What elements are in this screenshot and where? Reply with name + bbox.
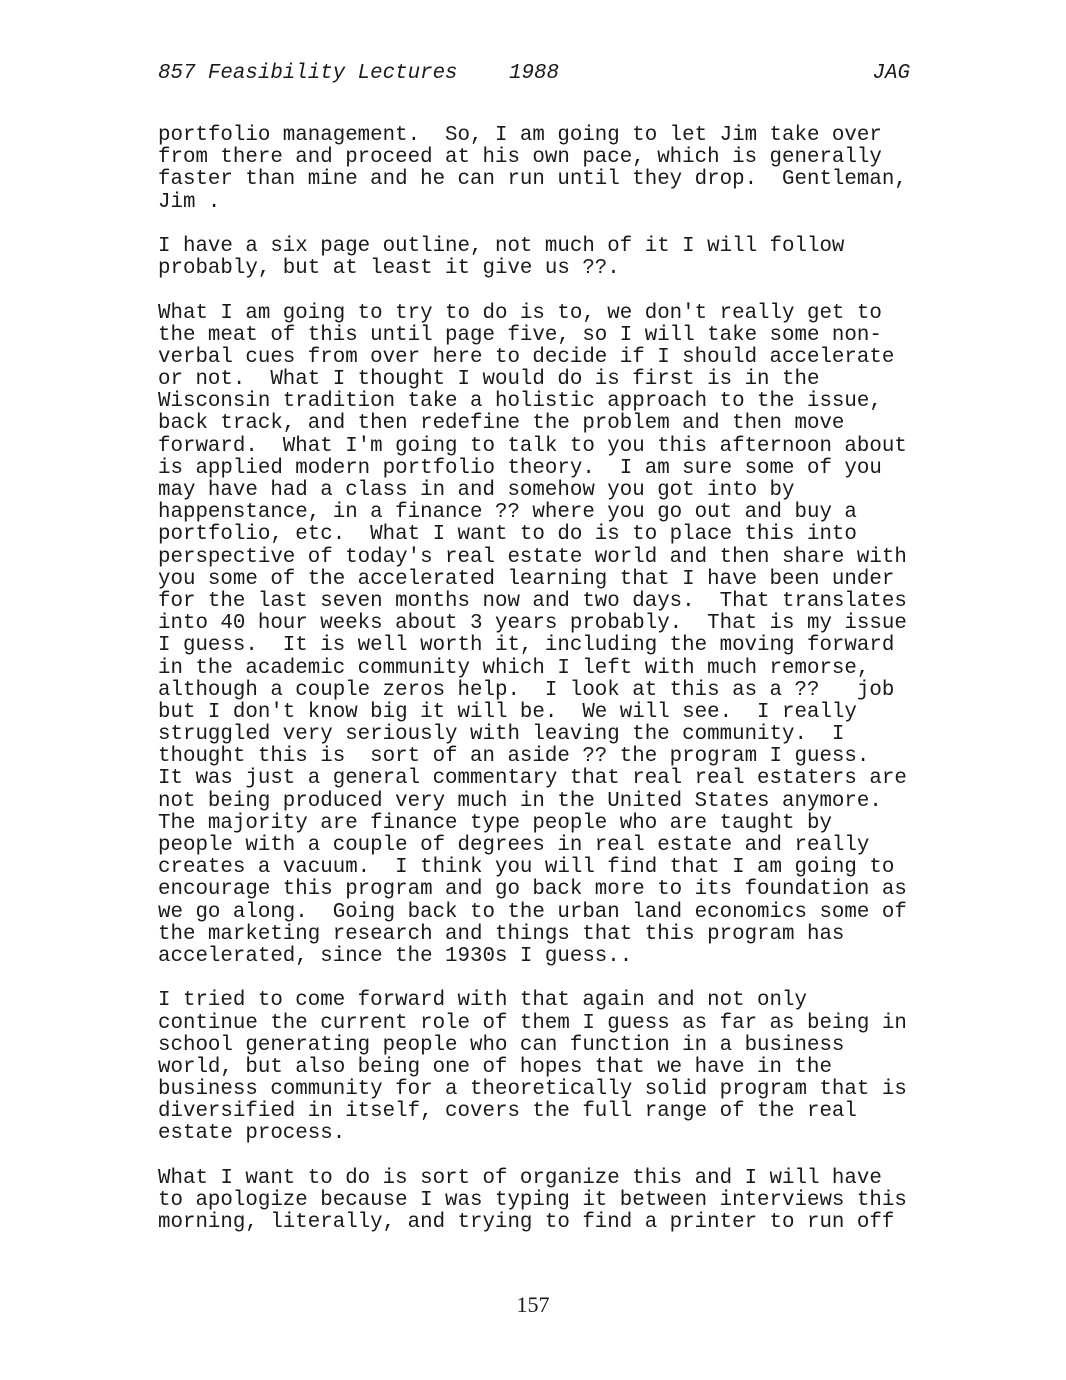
transcript-line: not being produced very much in the United States anymore. (158, 789, 882, 813)
transcript-line: into 40 hour weeks about 3 years probably. That is my issue (158, 612, 907, 636)
transcript-line: or not. What I thought I would do is first is in the (158, 368, 820, 392)
transcript-line: school generating people who can function in a business (158, 1033, 845, 1057)
transcript-paragraph (158, 990, 918, 1145)
transcript-line: encourage this program and go back more to its foundation as (158, 878, 907, 902)
transcript-line: may have had a class in and somehow you got into by (158, 479, 795, 502)
transcript-line: for the last seven months now and two days. That translates (158, 589, 907, 613)
transcript-line: Jim . (158, 190, 221, 214)
transcript-line: the marketing research and things that this program has (158, 922, 845, 946)
transcript-line: world, but also being one of hopes that we have in the (158, 1055, 832, 1079)
transcript-line: perspective of today's real estate world and then share with (158, 545, 907, 569)
transcript-line: I have a six page outline, not much of it I will follow (158, 234, 845, 258)
transcript-line: is applied modern portfolio theory. I am sure some of you (158, 456, 882, 480)
transcript-line: verbal cues from over here to decide if I should accelerate (158, 345, 895, 369)
transcript-line: struggled very seriously with leaving the community. I (158, 723, 845, 747)
transcript-line: What I want to do is sort of organize this and I will have (158, 1166, 882, 1190)
transcript-line: in the academic community which I left with much remorse, (158, 656, 870, 680)
transcript-line: people with a couple of degrees in real estate and really (158, 834, 870, 857)
transcript-line: portfolio management. So, I am going to let Jim take over (158, 124, 882, 147)
transcript-line: happenstance, in a finance ?? where you go out and buy a (158, 501, 857, 525)
header-year: 1988 (509, 62, 559, 85)
transcript-line: back track, and then redefine the problem and then move (158, 412, 845, 436)
transcript-paragraph (158, 303, 918, 969)
page-number: 157 (516, 1292, 550, 1317)
transcript-line: It was just a general commentary that real real estaters are (158, 767, 907, 791)
header-course-title: 857 Feasibility Lectures (158, 62, 458, 85)
running-header (158, 62, 910, 88)
lecture-transcript-body (158, 125, 918, 1257)
transcript-line: morning, literally, and trying to find a printer to run off (158, 1211, 895, 1235)
transcript-line: diversified in itself, covers the full range of the real (158, 1100, 857, 1124)
transcript-line: Wisconsin tradition take a holistic approach to the issue, (158, 390, 882, 414)
transcript-line: thought this is sort of an aside ?? the program I guess. (158, 745, 870, 769)
transcript-line: to apologize because I was typing it between interviews this (158, 1189, 907, 1212)
transcript-line: portfolio, etc. What I want to do is to place this into (158, 523, 857, 547)
transcript-line: accelerated, since the 1930s I guess.. (158, 944, 633, 968)
transcript-line: the meat of this until page five, so I will take some non- (158, 323, 882, 347)
header-initials: JAG (872, 62, 910, 85)
transcript-line: estate process. (158, 1122, 346, 1146)
transcript-paragraph (158, 236, 918, 280)
transcript-line: continue the current role of them I guess as far as being in (158, 1011, 907, 1035)
transcript-line: What I am going to try to do is to, we don't really get to (158, 301, 882, 325)
transcript-line: I guess. It is well worth it, including the moving forward (158, 634, 895, 658)
transcript-line: you some of the accelerated learning that I have been under (158, 567, 895, 591)
transcript-line: probably, but at least it give us ??. (158, 257, 620, 281)
transcript-line: I tried to come forward with that again and not only (158, 989, 807, 1013)
transcript-line: The majority are finance type people who are taught by (158, 811, 832, 835)
transcript-line: business community for a theoretically solid program that is (158, 1078, 907, 1102)
transcript-line: forward. What I'm going to talk to you this afternoon about (158, 434, 907, 458)
transcript-line: although a couple zeros help. I look at this as a ?? job (158, 678, 895, 702)
transcript-line: creates a vacuum. I think you will find that I am going to (158, 856, 895, 880)
transcript-line: we go along. Going back to the urban land economics some of (158, 900, 907, 924)
transcript-paragraph (158, 1168, 918, 1235)
transcript-line: but I don't know big it will be. We will see. I really (158, 700, 857, 724)
transcript-paragraph (158, 125, 918, 214)
transcript-line: from there and proceed at his own pace, which is generally (158, 146, 882, 170)
transcript-line: faster than mine and he can run until they drop. Gentleman, (158, 168, 907, 192)
